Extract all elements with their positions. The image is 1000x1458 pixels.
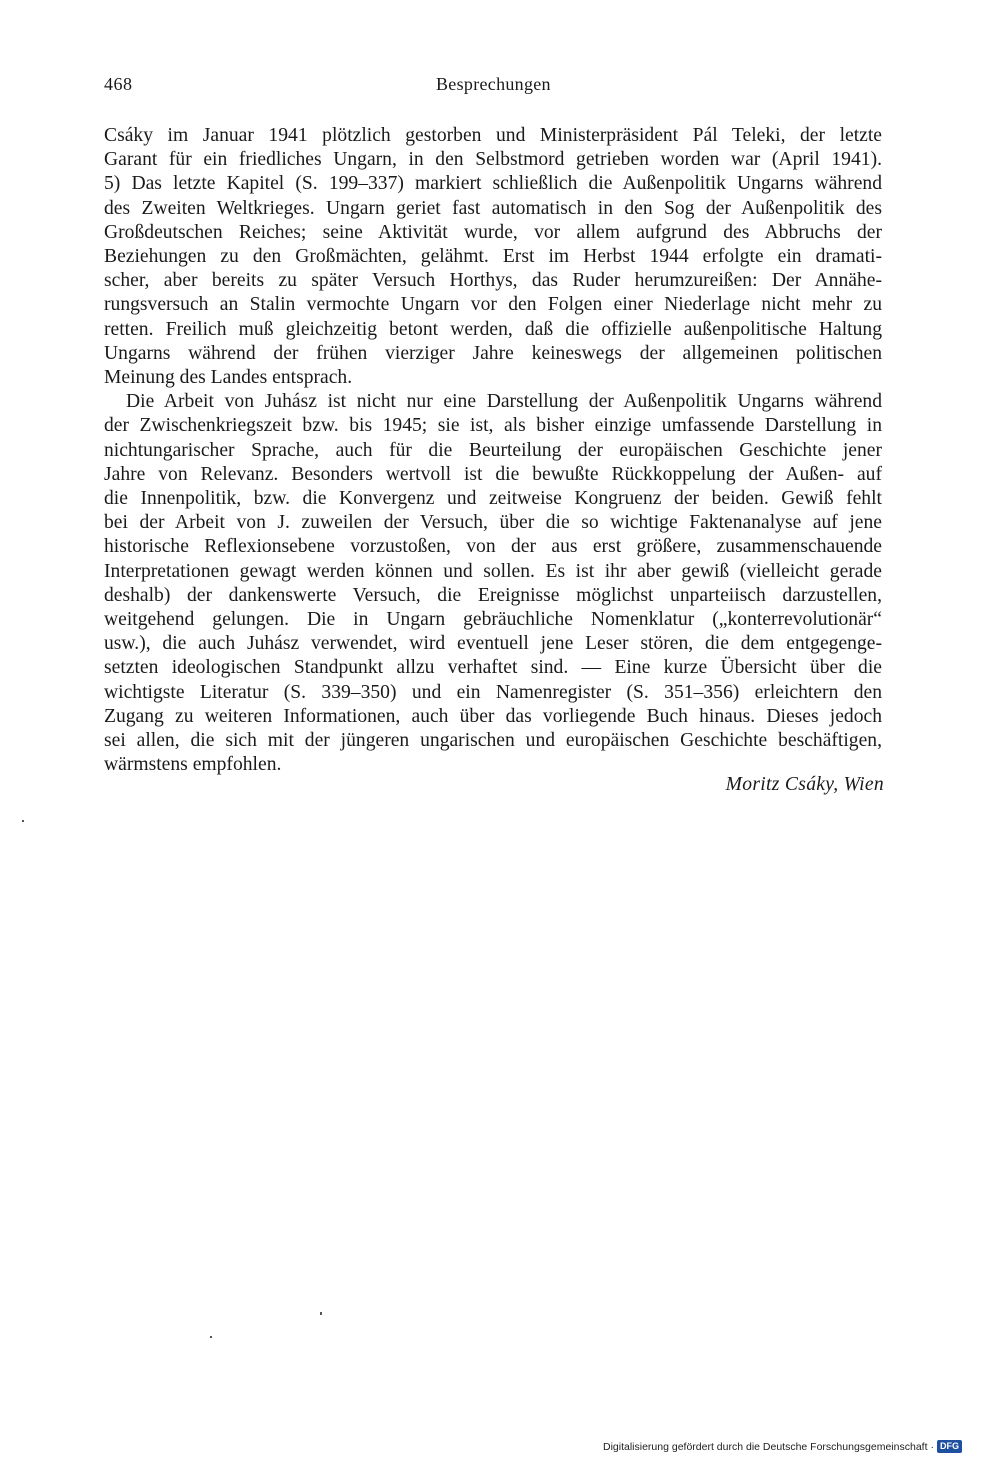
text-line: die Innenpolitik, bzw. die Konvergenz und zeitweise Kongruenz der beiden. Gewiß fehlt [104,488,882,510]
scan-speck [22,820,24,822]
text-line: bei der Arbeit von J. zuweilen der Versuch, über die so wichtige Faktenanalyse auf jene [104,512,882,534]
text-line: weitgehend gelungen. Die in Ungarn gebräuchliche Nomenklatur („konterrevolutionär“ [104,609,882,631]
text-line: wichtigste Literatur (S. 339–350) und ein Namenregister (S. 351–356) erleichtern den [104,681,882,703]
text-line: Meinung des Landes entsprach. [104,367,353,389]
scan-speck [210,1336,212,1338]
text-line: usw.), die auch Juhász verwendet, wird eventuell jene Leser stören, die dem entgegenge- [104,633,882,655]
text-line: retten. Freilich muß gleichzeitig betont werden, daß die offizielle außenpolitische Haltung [104,318,882,340]
text-line: Beziehungen zu den Großmächten, gelähmt. Erst im Herbst 1944 erfolgte ein dramati- [104,246,882,268]
reviewer-signature: Moritz Csáky, Wien [725,774,884,795]
review-body [104,124,882,777]
text-line: Die Arbeit von Juhász ist nicht nur eine Darstellung der Außenpolitik Ungarns während [126,391,882,413]
scan-speck [320,1312,322,1315]
credit-text: Digitalisierung gefördert durch die Deutsche Forschungsgemeinschaft [602,1440,928,1453]
running-head: Besprechungen [436,74,551,94]
text-line: rungsversuch an Stalin vermochte Ungarn vor den Folgen einer Niederlage nicht mehr zu [104,294,882,316]
text-line: sei allen, die sich mit der jüngeren ungarischen und europäischen Geschichte beschäftigen, [104,730,882,752]
text-line: wärmstens empfohlen. [104,754,282,776]
text-line: scher, aber bereits zu später Versuch Horthys, das Ruder herumzureißen: Der Annähe- [104,270,882,292]
text-line: 5) Das letzte Kapitel (S. 199–337) markiert schließlich die Außenpolitik Ungarns während [104,173,882,195]
text-line: deshalb) der dankenswerte Versuch, die Ereignisse möglichst unparteiisch darzustellen, [104,584,882,606]
text-line: setzten ideologischen Standpunkt allzu verhaftet sind. — Eine kurze Übersicht über die [104,657,882,679]
credit-separator: · [930,1440,934,1453]
text-line: nichtungarischer Sprache, auch für die Beurteilung der europäischen Geschichte jener [104,439,882,461]
text-line: Zugang zu weiteren Informationen, auch über das vorliegende Buch hinaus. Dieses jedoch [104,705,882,727]
text-line: des Zweiten Weltkrieges. Ungarn geriet fast automatisch in den Sog der Außenpolitik des [104,197,882,219]
text-line: Interpretationen gewagt werden können und sollen. Es ist ihr aber gewiß (vielleicht gerade [104,560,882,582]
text-line: historische Reflexionsebene vorzustoßen, von der aus erst größere, zusammenschauende [104,536,882,558]
dfg-logo: DFG [937,1440,962,1453]
text-line: Jahre von Relevanz. Besonders wertvoll ist die bewußte Rückkoppelung der Außen- auf [104,463,882,485]
page-number: 468 [104,74,133,94]
text-line: Garant für ein friedliches Ungarn, in den Selbstmord getrieben worden war (April 1941). [104,149,882,171]
text-line: Großdeutschen Reiches; seine Aktivität wurde, vor allem aufgrund des Abbruchs der [104,221,882,243]
digitization-credit [603,1440,962,1453]
text-line: Csáky im Januar 1941 plötzlich gestorben und Ministerpräsident Pál Teleki, der letzte [104,125,882,146]
text-line: Ungarns während der frühen vierziger Jahre keineswegs der allgemeinen politischen [104,342,882,364]
text-line: der Zwischenkriegszeit bzw. bis 1945; sie ist, als bisher einzige umfassende Darstellung in [104,415,882,437]
